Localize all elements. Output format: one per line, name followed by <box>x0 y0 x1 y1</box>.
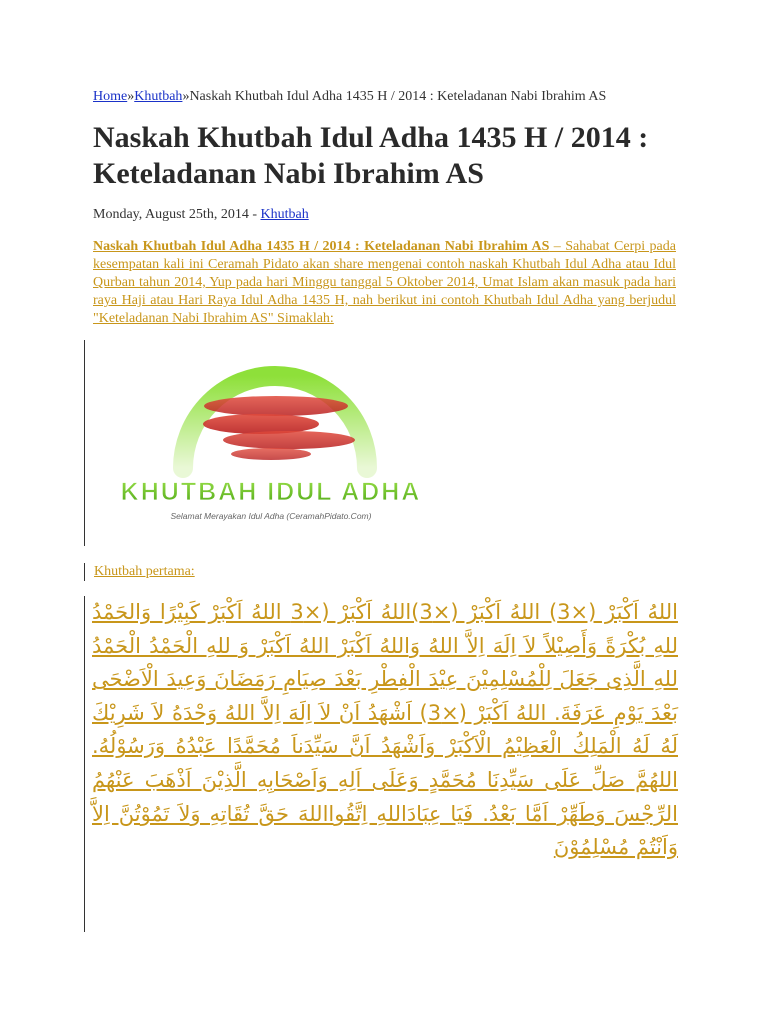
breadcrumb-separator: » <box>182 89 190 104</box>
breadcrumb-home-link[interactable]: Home <box>93 89 128 104</box>
intro-paragraph[interactable] <box>93 238 676 328</box>
section-label[interactable]: Khutbah pertama: <box>84 563 195 581</box>
breadcrumb <box>93 88 693 106</box>
breadcrumb-category-link[interactable]: Khutbah <box>134 89 183 104</box>
meta-separator: - <box>248 207 261 222</box>
breadcrumb-separator: » <box>127 89 135 104</box>
post-date: Monday, August 25th, 2014 <box>93 207 249 222</box>
arabic-khutbah-text[interactable]: اللهُ اَكْبَرْ (×3) اللهُ اَكْبَرْ (×3)اللهُ اَكْبَرْ (×3 اللهُ اَكْبَرْ كَبِيْرًا وَالحَمْدُ للهِ بُكْرَةً وَأَصِيْلاً لاَ اِلَهَ اِلاَّ اللهُ وَاللهُ اَكْبَرْ اللهُ اَكْبَرْ وَ للهِ الْحَمْدُ الْحَمْدُ للهِ الَّذِى جَعَلَ لِلْمُسْلِمِيْنَ عِيْدَ الْفِطْرِ بَعْدَ صِيَامِ رَمَضَانَ وَعِيدَ الْاَضْحَى بَعْدَ يَوْمِ عَرَفَةَ. اللهُ اَكْبَرْ (×3) اَشْهَدُ اَنْ لاَ اِلَهَ اِلاَّ اللهُ وَحْدَهُ لاَ شَرِيْكَ لَهُ لَهُ الْمَلِكُ الْعَظِيْمُ الْاَكْبَرْ وَاَشْهَدُ اَنَّ سَيِّدَناَ مُحَمَّدًا عَبْدُهُ وَرَسُوْلُهُ. اللهُمَّ صَلِّ عَلَى سَيِّدِنَا مُحَمَّدٍ وَعَلَى اَلِهِ وَاَصْحَابِهِ الَّذِيْنَ اَذْهَبَ عَنْهُمُ الرِّجْسَ وَطَهِّرْ اَمَّا بَعْدُ. فَيَا عِبَادَاللهِ اِتَّقُوااللهَ حَقَّ تُقَاتِهِ وَلاَ تَمُوْتُنَّ اِلاَّ وَاَنْتُمْ مُسْلِمُوْنَ <box>92 600 678 860</box>
khutbah-logo-image <box>111 350 431 540</box>
post-meta <box>93 206 309 224</box>
intro-bold-title: Naskah Khutbah Idul Adha 1435 H / 2014 : Keteladanan Nabi Ibrahim AS <box>93 239 550 254</box>
logo-title-text: KHUTBAH IDUL ADHA <box>120 478 422 506</box>
article-image-block <box>84 340 445 546</box>
intro-text: – Sahabat Cerpi pada kesempatan kali ini Ceramah Pidato akan share mengenai contoh naskah Khutbah Idul Adha atau Idul Qurban tahun 2014, Yup pada hari Minggu tanggal 5 Oktober 2014, Umat Islam akan masuk pada hari raya Haji atau Hari Raya Idul Adha 1435 H, nah berikut ini contoh Khutbah Idul Adha yang berjudul "Keteladanan Nabi Ibrahim AS" Simaklah: <box>93 239 676 326</box>
logo-subtitle-text: Selamat Merayakan Idul Adha (CeramahPidato.Com) <box>170 511 372 521</box>
arabic-khutbah-block <box>84 596 678 932</box>
page-title: Naskah Khutbah Idul Adha 1435 H / 2014 : Keteladanan Nabi Ibrahim AS <box>93 121 649 190</box>
post-category-link[interactable]: Khutbah <box>260 207 309 222</box>
breadcrumb-current: Naskah Khutbah Idul Adha 1435 H / 2014 : Keteladanan Nabi Ibrahim AS <box>189 89 607 104</box>
